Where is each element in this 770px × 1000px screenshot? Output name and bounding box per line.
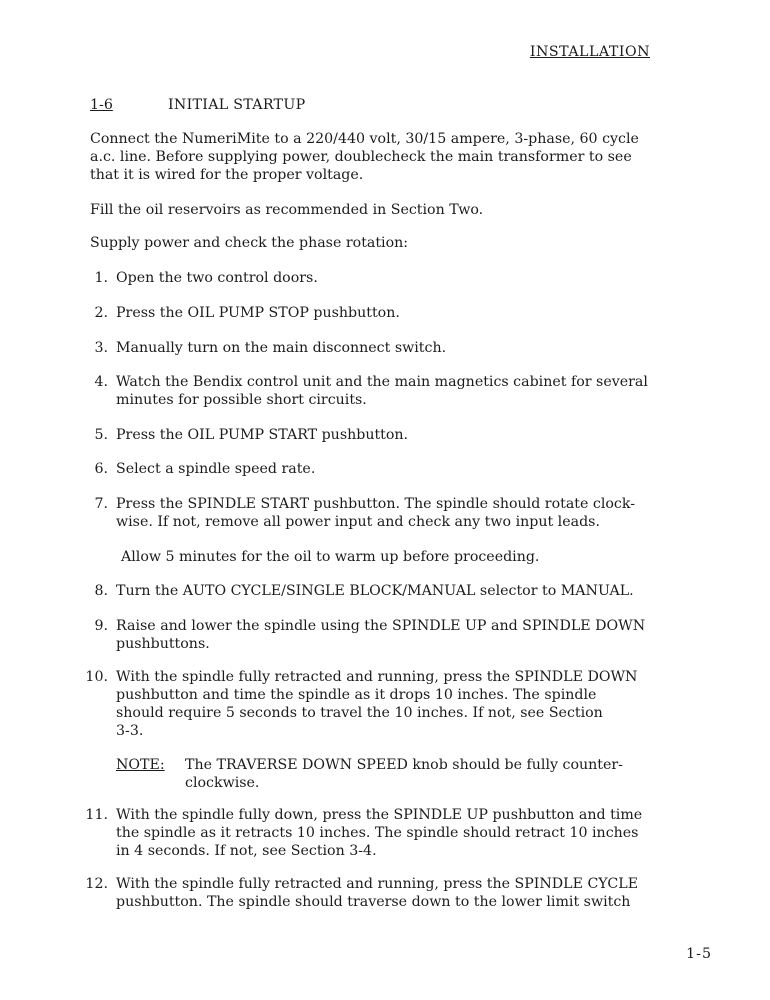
- step-text: Press the OIL PUMP STOP pushbutton.: [116, 305, 400, 321]
- step-text: Press the SPINDLE START pushbutton. The spindle should rotate clock- wise. If not, remove all power input and check any two input leads.: [116, 496, 635, 530]
- section-title: INITIAL STARTUP: [168, 97, 306, 113]
- intro-line: Connect the NumeriMite to a 220/440 volt, 30/15 ampere, 3-phase, 60 cycle: [90, 131, 639, 147]
- step-text: With the spindle fully retracted and running, press the SPINDLE DOWN pushbutton and time the spindle as it drops 10 inches. The spindle should require 5 seconds to travel the 10 inches. If not, see Section 3-3.: [116, 669, 638, 739]
- step-text: With the spindle fully down, press the SPINDLE UP pushbutton and time the spindle as it retracts 10 inches. The spindle should retract 10 inches in 4 seconds. If not, see Section 3-4.: [116, 807, 643, 859]
- step-number: 6.: [94, 461, 108, 477]
- step-number: 5.: [94, 427, 108, 443]
- step-number: 8.: [94, 583, 108, 599]
- step-text: With the spindle fully retracted and running, press the SPINDLE CYCLE pushbutton. The spindle should traverse down to the lower limit switch: [116, 876, 639, 910]
- step-text: Press the OIL PUMP START pushbutton.: [116, 427, 409, 443]
- step-number: 2.: [94, 305, 108, 321]
- step-number: 4.: [94, 374, 108, 390]
- step-text: Manually turn on the main disconnect switch.: [116, 340, 447, 356]
- step-text: Open the two control doors.: [116, 270, 318, 286]
- intro-paragraph: [90, 130, 690, 184]
- note-label: NOTE:: [116, 757, 165, 773]
- oil-paragraph: Fill the oil reservoirs as recommended in Section Two.: [90, 202, 484, 218]
- step-number: 12.: [85, 876, 108, 892]
- step-text: Select a spindle speed rate.: [116, 461, 316, 477]
- note-text: The TRAVERSE DOWN SPEED knob should be fully counter- clockwise.: [185, 757, 623, 791]
- step-number: 1.: [94, 270, 108, 286]
- step-number: 9.: [94, 618, 108, 634]
- warmup-note: Allow 5 minutes for the oil to warm up before proceeding.: [121, 549, 540, 565]
- step-number: 3.: [94, 340, 108, 356]
- section-number: 1-6: [90, 97, 113, 113]
- step-number: 7.: [94, 496, 108, 512]
- intro-line: a.c. line. Before supplying power, doublecheck the main transformer to see: [90, 149, 632, 165]
- step-text: Turn the AUTO CYCLE/SINGLE BLOCK/MANUAL selector to MANUAL.: [116, 583, 634, 599]
- step-number: 11.: [85, 807, 108, 823]
- phase-paragraph: Supply power and check the phase rotation:: [90, 235, 409, 251]
- page-number: 1-5: [686, 946, 712, 962]
- intro-line: that it is wired for the proper voltage.: [90, 167, 364, 183]
- step-number: 10.: [85, 669, 108, 685]
- page-header: INSTALLATION: [529, 44, 650, 60]
- step-text: Watch the Bendix control unit and the main magnetics cabinet for several minutes for possible short circuits.: [116, 374, 648, 408]
- step-text: Raise and lower the spindle using the SPINDLE UP and SPINDLE DOWN pushbuttons.: [116, 618, 646, 652]
